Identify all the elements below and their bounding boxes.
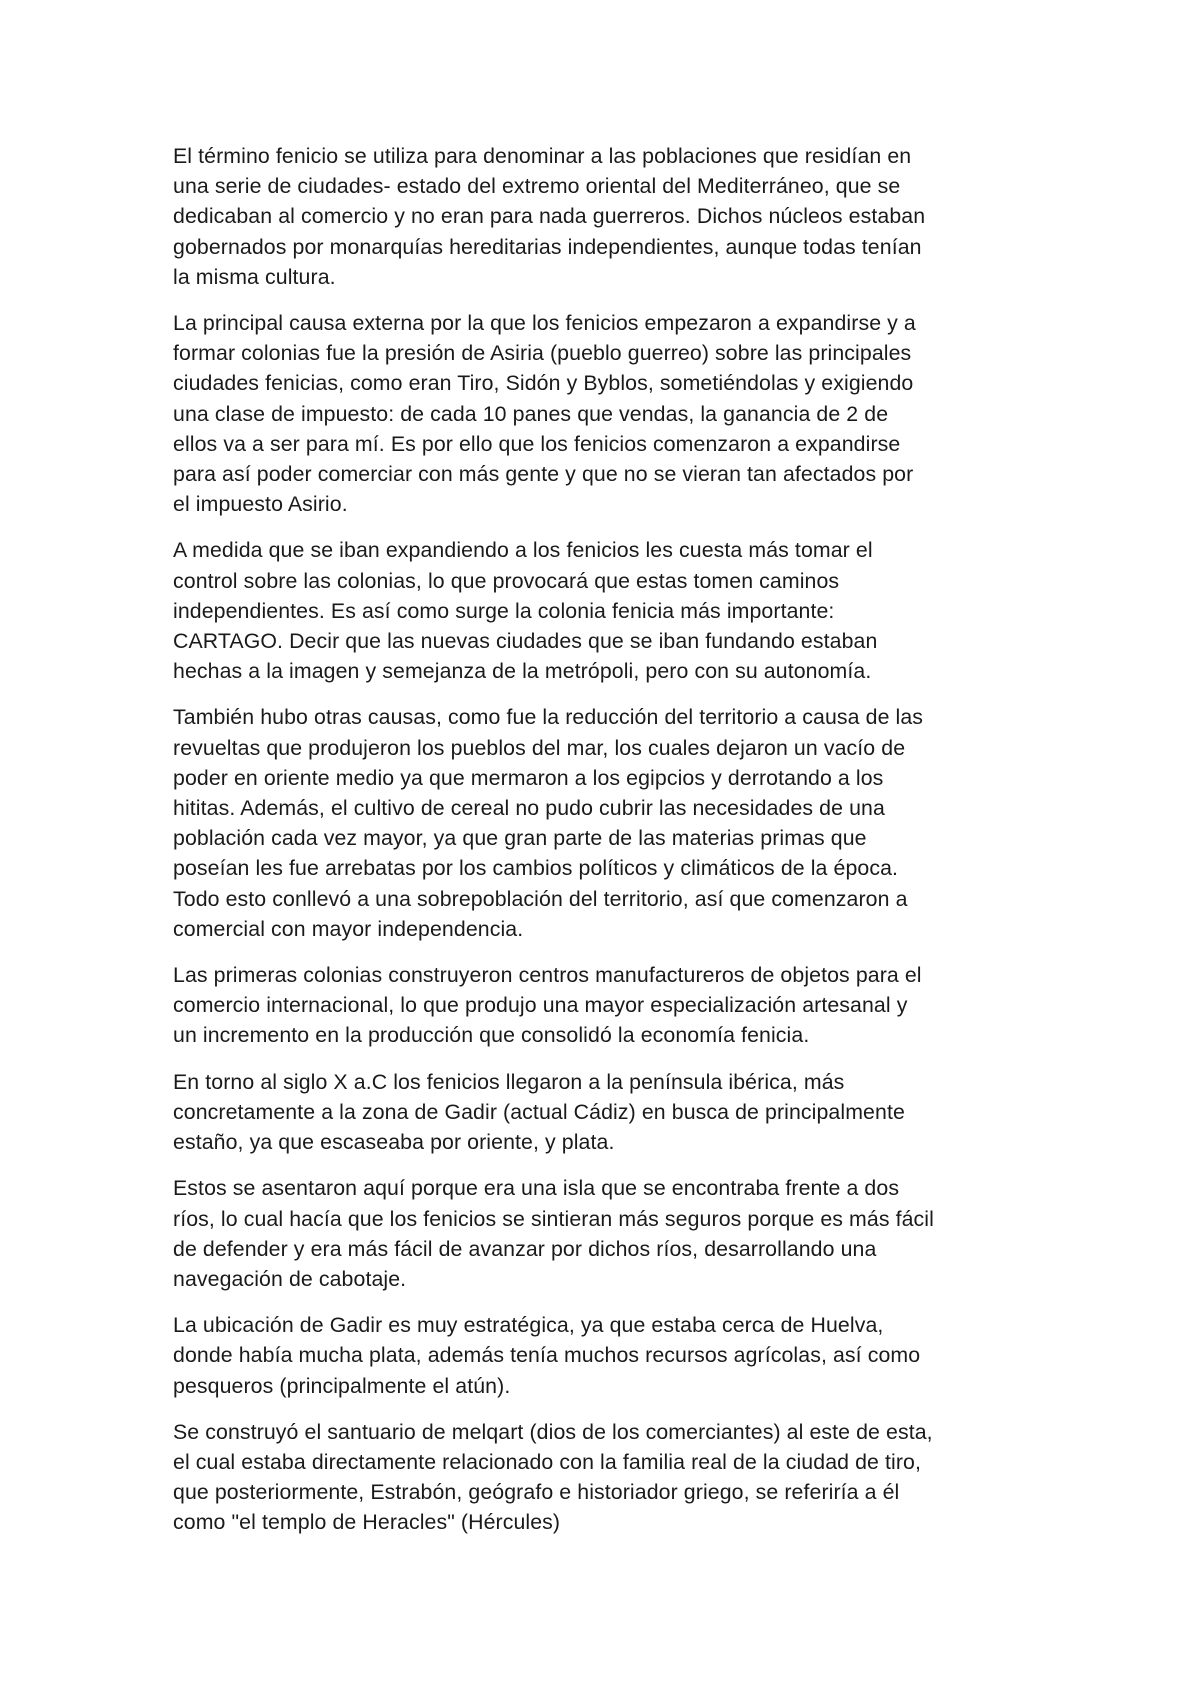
paragraph-5: Las primeras colonias construyeron centros manufactureros de objetos para el comercio internacional, lo que produjo una mayor especialización artesanal y un incremento en la producción que consolidó la economía fenicia. xyxy=(173,963,922,1048)
paragraph-7: Estos se asentaron aquí porque era una isla que se encontraba frente a dos ríos, lo cual hacía que los fenicios se sintieran más seguros porque es más fácil de defender y era más fácil de avanzar por dichos ríos, desarrollando una navegación de cabotaje. xyxy=(173,1176,934,1291)
paragraph-3: A medida que se iban expandiendo a los fenicios les cuesta más tomar el control sobre las colonias, lo que provocará que estas tomen caminos independientes. Es así como surge la colonia fenicia más importante: CARTAGO. Decir que las nuevas ciudades que se iban fundando estaban hechas a la imagen y semejanza de la metrópoli, pero con su autonomía. xyxy=(173,538,878,684)
paragraph-4: También hubo otras causas, como fue la reducción del territorio a causa de las revueltas que produjeron los pueblos del mar, los cuales dejaron un vacío de poder en oriente medio ya que mermaron a los egipcios y derrotando a los hititas. Además, el cultivo de cereal no pudo cubrir las necesidades de una población cada vez mayor, ya que gran parte de las materias primas que poseían les fue arrebatas por los cambios políticos y climáticos de la época. Todo esto conllevó a una sobrepoblación del territorio, así que comenzaron a comercial con mayor independencia. xyxy=(173,705,924,941)
paragraph-8: La ubicación de Gadir es muy estratégica, ya que estaba cerca de Huelva, donde había mucha plata, además tenía muchos recursos agrícolas, así como pesqueros (principalmente el atún). xyxy=(173,1313,921,1398)
paragraph-6: En torno al siglo X a.C los fenicios llegaron a la península ibérica, más concretamente a la zona de Gadir (actual Cádiz) en busca de principalmente estaño, ya que escaseaba por oriente, y plata. xyxy=(173,1069,905,1155)
document-body xyxy=(173,141,1053,1554)
paragraph-2: La principal causa externa por la que los fenicios empezaron a expandirse y a formar colonias fue la presión de Asiria (pueblo guerreo) sobre las principales ciudades fenicias, como eran Tiro, Sidón y Byblos, sometiéndolas y exigiendo una clase de impuesto: de cada 10 panes que vendas, la ganancia de 2 de ellos va a ser para mí. Es por ello que los fenicios comenzaron a expandirse para así poder comerciar con más gente y que no se vieran tan afectados por el impuesto Asirio. xyxy=(173,311,916,517)
paragraph-9: Se construyó el santuario de melqart (dios de los comerciantes) al este de esta, el cual estaba directamente relacionado con la familia real de la ciudad de tiro, que posteriormente, Estrabón, geógrafo e historiador griego, se referiría a él como "el templo de Heracles" (Hércules) xyxy=(173,1419,933,1535)
paragraph-1: El término fenicio se utiliza para denominar a las poblaciones que residían en una serie de ciudades- estado del extremo oriental del Mediterráneo, que se dedicaban al comercio y no eran para nada guerreros. Dichos núcleos estaban gobernados por monarquías hereditarias independientes, aunque todas tenían la misma cultura. xyxy=(173,144,926,289)
